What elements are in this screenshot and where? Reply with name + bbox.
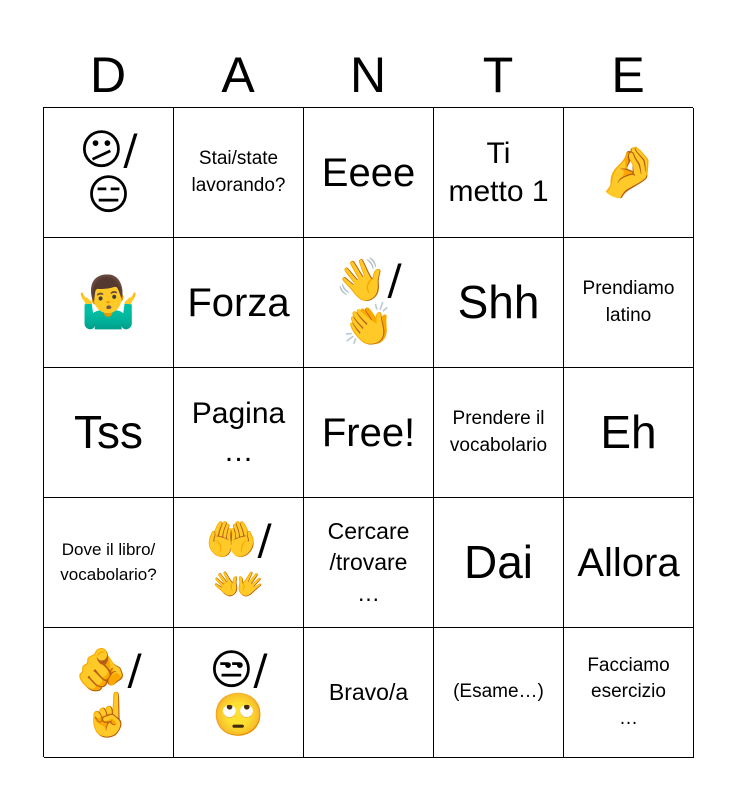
bingo-cell[interactable] [304,368,434,498]
bingo-cell[interactable] [44,368,174,498]
bingo-cell-text: Cercare /trovare … [327,517,410,607]
bingo-cell-text: 🫵/ ☝️ [75,645,142,739]
bingo-cell[interactable] [304,498,434,628]
header-letter: D [89,47,127,103]
bingo-cell[interactable] [434,628,564,758]
bingo-cell-text: Eeee [321,150,416,195]
bingo-cell[interactable] [174,238,304,368]
bingo-cell-text: 👋/ 👏 [335,255,402,349]
bingo-cell[interactable] [44,108,174,238]
bingo-cell-text: 😕/ 😑 [79,125,138,219]
bingo-cell[interactable] [564,238,694,368]
header-letter: A [221,47,255,103]
bingo-cell-text: Tss [74,406,143,459]
bingo-cell[interactable] [564,108,694,238]
bingo-cell[interactable] [304,238,434,368]
bingo-cell-text: 🤷‍♂️ [77,273,140,332]
bingo-cell[interactable] [174,498,304,628]
bingo-cell[interactable] [434,498,564,628]
bingo-cell-text: Allora [577,540,680,585]
header-letter: T [482,47,514,103]
bingo-header [43,42,693,108]
bingo-cell-text: Free! [321,410,416,455]
bingo-cell-text: Dove il libro/ vocabolario? [60,539,157,584]
bingo-cell-text: Prendere il vocabolario [449,407,548,456]
bingo-cell[interactable] [564,368,694,498]
bingo-cell[interactable] [44,498,174,628]
bingo-cell-text: 🤌 [597,143,660,202]
bingo-cell[interactable] [434,108,564,238]
bingo-cell-text: Dai [463,536,534,589]
bingo-cell[interactable] [434,368,564,498]
bingo-cell[interactable] [174,368,304,498]
bingo-cell-text: Prendiamo latino [582,277,675,326]
bingo-cell-text: Shh [457,276,540,329]
bingo-grid [43,107,693,757]
bingo-cell[interactable] [434,238,564,368]
bingo-cell[interactable] [564,498,694,628]
bingo-cell[interactable] [44,628,174,758]
bingo-cell-text: Pagina … [191,397,286,468]
bingo-cell-text: Facciamo esercizio … [587,654,670,729]
bingo-cell[interactable] [174,628,304,758]
bingo-cell-text: (Esame…) [453,681,544,703]
bingo-cell-text: Stai/state lavorando? [191,147,286,196]
bingo-cell-text: 🤲/ 👐 [205,515,272,609]
header-letter: E [611,47,645,103]
bingo-cell[interactable] [304,628,434,758]
bingo-cell-text: 😒/ 🙄 [209,645,268,739]
bingo-cell-text: Bravo/a [328,678,409,705]
bingo-cell-text: Forza [187,280,290,325]
bingo-cell-text: Eh [600,406,657,459]
bingo-cell[interactable] [44,238,174,368]
header-letter: N [349,47,387,103]
bingo-cell-text: Ti metto 1 [448,137,549,208]
bingo-cell[interactable] [304,108,434,238]
bingo-cell[interactable] [564,628,694,758]
bingo-cell[interactable] [174,108,304,238]
